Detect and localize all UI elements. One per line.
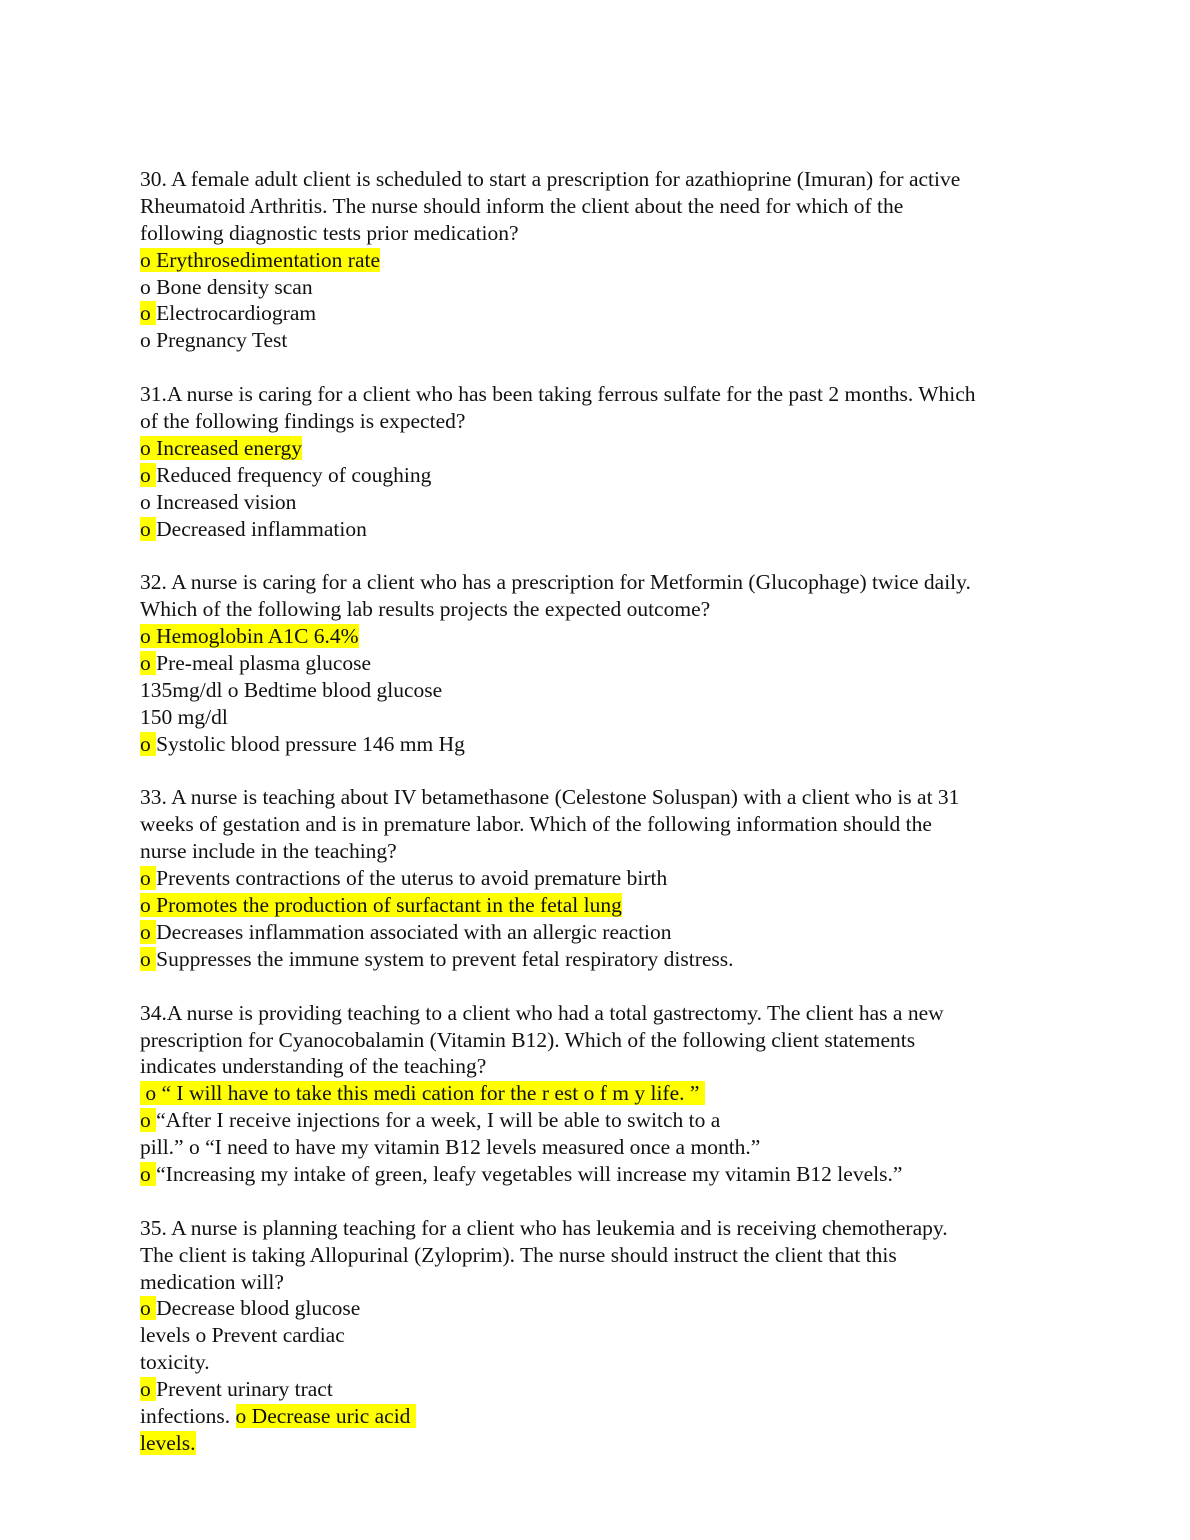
- answer-highlight: o Hemoglobin A1C 6.4%: [140, 624, 359, 649]
- option-correct: [140, 892, 1060, 919]
- document-page: [140, 166, 1060, 1457]
- question-text: medication will?: [140, 1269, 284, 1294]
- option-text: Electrocardiogram: [156, 301, 317, 326]
- option-text: “After I receive injections for a week, I will be able to switch to a: [156, 1108, 721, 1133]
- option-text: Reduced frequency of coughing: [156, 462, 432, 487]
- bullet-highlight: o: [140, 919, 157, 944]
- question-31: [140, 381, 1060, 542]
- answer-highlight: levels.: [140, 1430, 196, 1455]
- bullet-highlight: o: [140, 301, 157, 326]
- bullet-highlight: o: [140, 651, 157, 676]
- option: [140, 946, 1060, 973]
- option-text: Pre-meal plasma glucose: [156, 651, 372, 676]
- answer-highlight: o Promotes the production of surfactant in the fetal lung: [140, 893, 622, 918]
- option-text: Suppresses the immune system to prevent fetal respiratory distress.: [156, 946, 734, 971]
- question-text: 34.A nurse is providing teaching to a client who had a total gastrectomy. The client has a new: [140, 1000, 944, 1025]
- bullet-highlight: o: [140, 516, 157, 541]
- question-text: following diagnostic tests prior medication?: [140, 220, 519, 245]
- option: [140, 865, 1060, 892]
- answer-highlight: o Erythrosedimentation rate: [140, 247, 381, 272]
- option: [140, 1376, 1060, 1403]
- question-text: 33. A nurse is teaching about IV betamethasone (Celestone Soluspan) with a client who is at 31: [140, 785, 960, 810]
- option: 150 mg/dl: [140, 704, 228, 729]
- paragraph-gap: [140, 542, 1060, 569]
- option-text: Prevents contractions of the uterus to avoid premature birth: [156, 866, 668, 891]
- option-correct: [140, 247, 1060, 274]
- option: [140, 300, 1060, 327]
- answer-highlight: o “ I will have to take this medi cation for the r est o f m y life. ”: [140, 1081, 705, 1106]
- option: o Bone density scan: [140, 274, 313, 299]
- question-text: indicates understanding of the teaching?: [140, 1054, 487, 1079]
- option-correct: [140, 435, 1060, 462]
- answer-highlight: o Decrease uric acid: [235, 1403, 416, 1428]
- question-30: [140, 166, 1060, 354]
- paragraph-gap: [140, 1188, 1060, 1215]
- option: [140, 1107, 1060, 1134]
- paragraph-gap: [140, 758, 1060, 785]
- question-32: [140, 569, 1060, 757]
- paragraph-gap: [140, 973, 1060, 1000]
- question-text: nurse include in the teaching?: [140, 839, 397, 864]
- paragraph-gap: [140, 354, 1060, 381]
- question-text: Rheumatoid Arthritis. The nurse should inform the client about the need for which of the: [140, 193, 904, 218]
- question-text: 35. A nurse is planning teaching for a client who has leukemia and is receiving chemotherapy.: [140, 1215, 948, 1240]
- option: o Pregnancy Test: [140, 328, 288, 353]
- option: [140, 919, 1060, 946]
- option-text: Decreased inflammation: [156, 516, 367, 541]
- question-text: 32. A nurse is caring for a client who has a prescription for Metformin (Glucophage) twice daily.: [140, 570, 971, 595]
- option-correct: [140, 623, 1060, 650]
- bullet-highlight: o: [140, 1377, 157, 1402]
- option: levels o Prevent cardiac: [140, 1323, 345, 1348]
- question-text: weeks of gestation and is in premature labor. Which of the following information should the: [140, 812, 932, 837]
- option-text: Systolic blood pressure 146 mm Hg: [156, 731, 465, 756]
- option: [140, 516, 1060, 543]
- question-34: [140, 1000, 1060, 1188]
- question-35: [140, 1215, 1060, 1457]
- option-text: Decrease blood glucose: [156, 1296, 361, 1321]
- bullet-highlight: o: [140, 1161, 157, 1186]
- bullet-highlight: o: [140, 1108, 157, 1133]
- option-correct: [140, 1080, 1060, 1107]
- option: o Increased vision: [140, 489, 297, 514]
- bullet-highlight: o: [140, 462, 157, 487]
- answer-highlight: o Increased energy: [140, 435, 302, 460]
- question-text: Which of the following lab results projects the expected outcome?: [140, 597, 711, 622]
- option: [140, 1295, 1060, 1322]
- question-text: 30. A female adult client is scheduled to start a prescription for azathioprine (Imuran) for active: [140, 167, 961, 191]
- question-33: [140, 784, 1060, 972]
- option: [140, 731, 1060, 758]
- option: pill.” o “I need to have my vitamin B12 levels measured once a month.”: [140, 1135, 761, 1160]
- bullet-highlight: o: [140, 866, 157, 891]
- option-text: Decreases inflammation associated with an allergic reaction: [156, 919, 672, 944]
- option-text: Prevent urinary tract: [156, 1377, 333, 1402]
- option: [140, 1403, 1060, 1430]
- option: 135mg/dl o Bedtime blood glucose: [140, 677, 443, 702]
- option-text: infections.: [140, 1403, 236, 1428]
- question-text: of the following findings is expected?: [140, 409, 466, 434]
- option-correct: [140, 1430, 1060, 1457]
- option: [140, 1161, 1060, 1188]
- bullet-highlight: o: [140, 1296, 157, 1321]
- option: [140, 650, 1060, 677]
- option: [140, 462, 1060, 489]
- question-text: prescription for Cyanocobalamin (Vitamin B12). Which of the following client statements: [140, 1027, 916, 1052]
- bullet-highlight: o: [140, 731, 157, 756]
- option: toxicity.: [140, 1350, 210, 1375]
- question-text: The client is taking Allopurinal (Zyloprim). The nurse should instruct the client that this: [140, 1242, 897, 1267]
- option-text: “Increasing my intake of green, leafy vegetables will increase my vitamin B12 levels.”: [156, 1161, 903, 1186]
- bullet-highlight: o: [140, 946, 157, 971]
- question-text: 31.A nurse is caring for a client who has been taking ferrous sulfate for the past 2 months. Which: [140, 382, 976, 407]
